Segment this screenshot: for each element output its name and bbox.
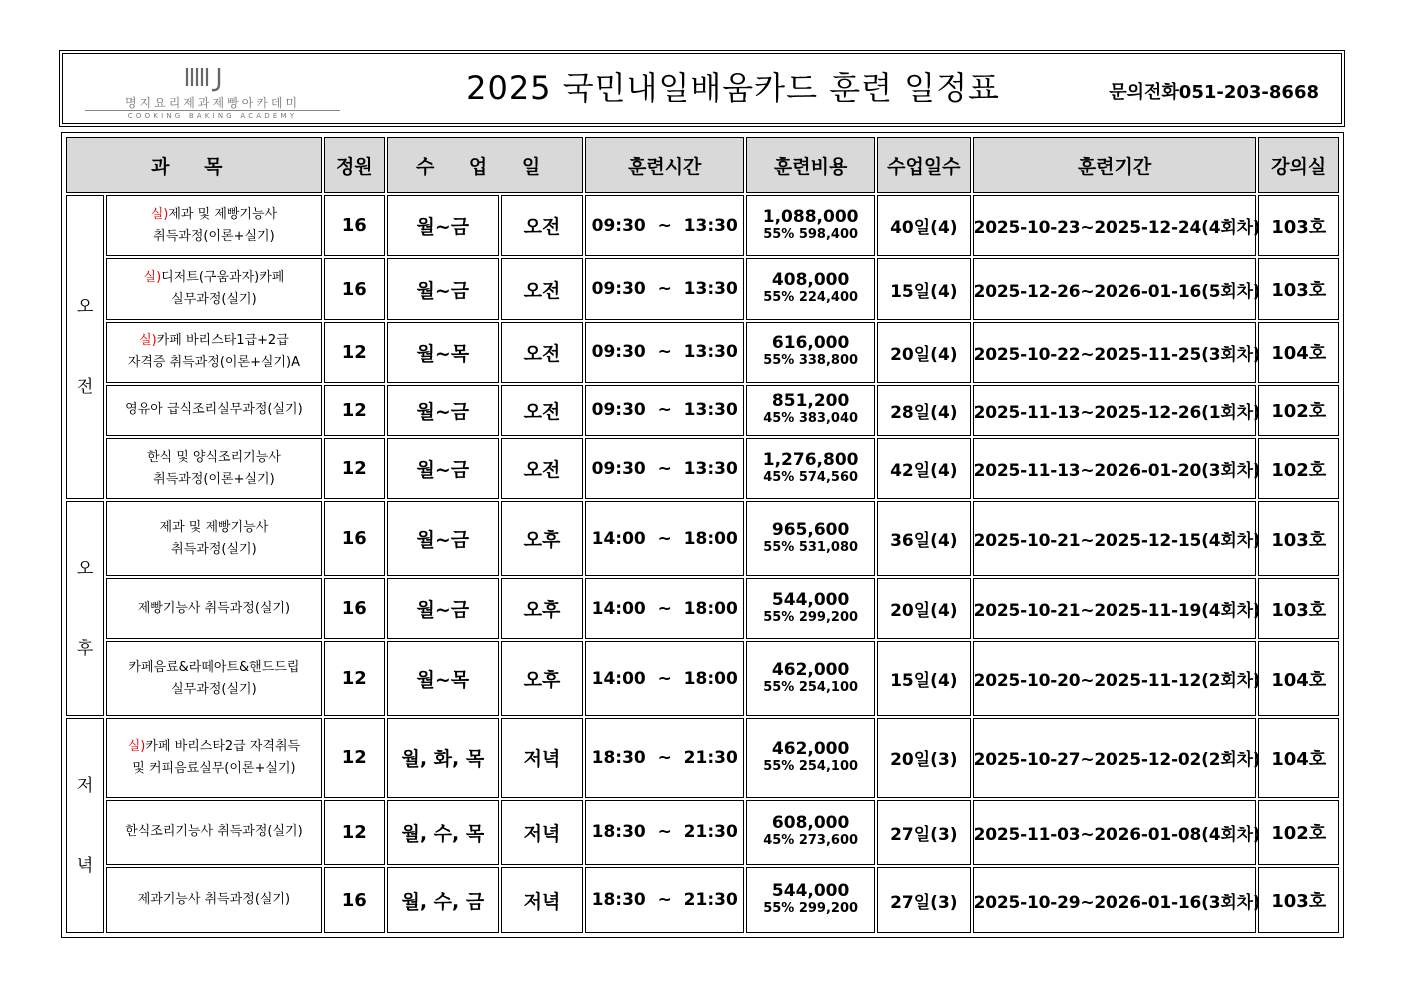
training-time-cell: 14:00 ~ 18:00 bbox=[585, 641, 744, 716]
header-inner-frame bbox=[62, 53, 1342, 124]
room-cell: 102호 bbox=[1258, 438, 1339, 499]
table-row bbox=[66, 258, 1339, 319]
cost-subsidy: 55% 254,100 bbox=[763, 758, 859, 774]
room-cell: 103호 bbox=[1258, 195, 1339, 256]
training-time-cell: 14:00 ~ 18:00 bbox=[585, 501, 744, 576]
class-days-cell: 월~금 bbox=[387, 501, 499, 576]
cost-full-price: 1,088,000 bbox=[762, 206, 859, 227]
training-time-cell: 18:30 ~ 21:30 bbox=[585, 800, 744, 866]
session-cell: 오전 bbox=[501, 438, 584, 499]
training-cost-cell bbox=[746, 641, 875, 716]
period-char: 오 bbox=[76, 297, 94, 318]
class-days-cell: 월~목 bbox=[387, 322, 499, 383]
num-days-cell: 28일(4) bbox=[877, 385, 971, 436]
cost-subsidy: 55% 598,400 bbox=[763, 226, 859, 242]
course-name-cell bbox=[106, 195, 321, 256]
cost-subsidy: 55% 224,400 bbox=[763, 290, 859, 306]
training-cost-cell bbox=[746, 195, 875, 256]
training-period-cell: 2025-10-29~2026-01-16(3회차) bbox=[973, 867, 1257, 933]
cost-full-price: 408,000 bbox=[771, 270, 850, 291]
cost-subsidy: 45% 574,560 bbox=[763, 469, 859, 485]
period-char: 오 bbox=[76, 558, 94, 579]
training-time-cell: 09:30 ~ 13:30 bbox=[585, 195, 744, 256]
room-cell: 104호 bbox=[1258, 322, 1339, 383]
training-time-cell: 09:30 ~ 13:30 bbox=[585, 258, 744, 319]
table-row bbox=[66, 438, 1339, 499]
class-days-cell: 월, 수, 목 bbox=[387, 800, 499, 866]
course-name-cell bbox=[106, 578, 321, 640]
room-cell: 103호 bbox=[1258, 867, 1339, 933]
logo-divider bbox=[85, 110, 340, 111]
room-cell: 103호 bbox=[1258, 501, 1339, 576]
capacity-cell: 16 bbox=[324, 578, 385, 640]
training-period-cell: 2025-11-13~2025-12-26(1회차) bbox=[973, 385, 1257, 436]
capacity-cell: 12 bbox=[324, 322, 385, 383]
schedule-header bbox=[59, 50, 1345, 127]
cost-full-price: 965,600 bbox=[771, 519, 850, 540]
training-time-cell: 09:30 ~ 13:30 bbox=[585, 322, 744, 383]
capacity-cell: 16 bbox=[324, 501, 385, 576]
training-period-cell: 2025-10-20~2025-11-12(2회차) bbox=[973, 641, 1257, 716]
cost-full-price: 616,000 bbox=[771, 333, 850, 354]
training-time-cell: 09:30 ~ 13:30 bbox=[585, 385, 744, 436]
cost-full-price: 851,200 bbox=[771, 391, 850, 412]
class-days-cell: 월, 화, 목 bbox=[387, 718, 499, 797]
cost-subsidy: 55% 299,200 bbox=[763, 609, 859, 625]
logo-english-text: COOKING BAKING ACADEMY bbox=[127, 112, 298, 120]
course-name-line1: 영유아 급식조리실무과정(실기) bbox=[125, 402, 303, 418]
course-name-line2: 실무과정(실기) bbox=[171, 292, 257, 308]
course-name-line1: 제과 및 제빵기능사 bbox=[159, 519, 269, 535]
num-days-cell: 27일(3) bbox=[877, 867, 971, 933]
course-name-line1: 카페 바리스타1급+2급 bbox=[156, 333, 289, 349]
table-row bbox=[66, 578, 1339, 640]
period-label-morning bbox=[66, 195, 104, 499]
training-cost-cell bbox=[746, 385, 875, 436]
capacity-cell: 12 bbox=[324, 800, 385, 866]
course-name-line1: 한식 및 양식조리기능사 bbox=[146, 449, 281, 465]
course-name-cell bbox=[106, 641, 321, 716]
cost-full-price: 544,000 bbox=[771, 589, 850, 610]
table-row bbox=[66, 195, 1339, 256]
session-cell: 오전 bbox=[501, 322, 584, 383]
training-period-cell: 2025-10-27~2025-12-02(2회차) bbox=[973, 718, 1257, 797]
training-time-cell: 18:30 ~ 21:30 bbox=[585, 867, 744, 933]
class-days-cell: 월~금 bbox=[387, 438, 499, 499]
session-cell: 오전 bbox=[501, 385, 584, 436]
period-char: 저 bbox=[76, 775, 94, 796]
col-header-room: 강의실 bbox=[1258, 137, 1339, 193]
class-days-cell: 월~목 bbox=[387, 641, 499, 716]
table-row bbox=[66, 800, 1339, 866]
session-cell: 오후 bbox=[501, 501, 584, 576]
cost-full-price: 608,000 bbox=[771, 813, 850, 834]
table-row bbox=[66, 641, 1339, 716]
course-name-cell bbox=[106, 322, 321, 383]
col-header-subject: 과 목 bbox=[66, 137, 322, 193]
training-cost-cell bbox=[746, 258, 875, 319]
training-cost-cell bbox=[746, 718, 875, 797]
training-cost-cell bbox=[746, 322, 875, 383]
training-cost-cell bbox=[746, 438, 875, 499]
training-period-cell: 2025-10-21~2025-12-15(4회차) bbox=[973, 501, 1257, 576]
period-char: 후 bbox=[76, 638, 94, 659]
class-days-cell: 월, 수, 금 bbox=[387, 867, 499, 933]
col-header-num-days: 수업일수 bbox=[877, 137, 971, 193]
session-cell: 오후 bbox=[501, 578, 584, 640]
course-name-cell bbox=[106, 501, 321, 576]
session-cell: 저녁 bbox=[501, 867, 584, 933]
capacity-cell: 12 bbox=[324, 385, 385, 436]
table-row bbox=[66, 322, 1339, 383]
training-cost-cell bbox=[746, 501, 875, 576]
training-period-cell: 2025-12-26~2026-01-16(5회차) bbox=[973, 258, 1257, 319]
col-header-class-days: 수 업 일 bbox=[387, 137, 583, 193]
num-days-cell: 27일(3) bbox=[877, 800, 971, 866]
cost-subsidy: 45% 273,600 bbox=[763, 833, 859, 849]
course-name-cell bbox=[106, 867, 321, 933]
course-name-line1: 제과 및 제빵기능사 bbox=[168, 206, 278, 222]
cost-full-price: 544,000 bbox=[771, 881, 850, 902]
table-row bbox=[66, 501, 1339, 576]
course-name-line2: 취득과정(실기) bbox=[171, 541, 257, 557]
table-row bbox=[66, 385, 1339, 436]
page-title: 2025 국민내일배움카드 훈련 일정표 bbox=[466, 69, 1000, 107]
session-cell: 저녁 bbox=[501, 718, 584, 797]
training-cost-cell bbox=[746, 578, 875, 640]
cost-full-price: 462,000 bbox=[771, 738, 850, 759]
course-name-cell bbox=[106, 385, 321, 436]
num-days-cell: 15일(4) bbox=[877, 641, 971, 716]
training-cost-cell bbox=[746, 800, 875, 866]
course-name-line2: 취득과정(이론+실기) bbox=[153, 228, 275, 244]
col-header-capacity: 정원 bbox=[324, 137, 385, 193]
room-cell: 102호 bbox=[1258, 800, 1339, 866]
course-name-cell bbox=[106, 718, 321, 797]
capacity-cell: 16 bbox=[324, 867, 385, 933]
period-char: 녁 bbox=[76, 855, 94, 876]
class-days-cell: 월~금 bbox=[387, 578, 499, 640]
course-prefix: 실) bbox=[143, 270, 162, 286]
capacity-cell: 16 bbox=[324, 258, 385, 319]
room-cell: 104호 bbox=[1258, 641, 1339, 716]
session-cell: 오전 bbox=[501, 258, 584, 319]
course-name-line1: 제과기능사 취득과정(실기) bbox=[137, 892, 291, 908]
num-days-cell: 15일(4) bbox=[877, 258, 971, 319]
cost-full-price: 1,276,800 bbox=[762, 449, 859, 470]
capacity-cell: 12 bbox=[324, 718, 385, 797]
training-period-cell: 2025-11-03~2026-01-08(4회차) bbox=[973, 800, 1257, 866]
course-prefix: 실) bbox=[139, 333, 157, 349]
period-label-evening bbox=[66, 718, 104, 933]
academy-logo bbox=[85, 64, 340, 120]
schedule-table bbox=[64, 135, 1341, 935]
schedule-table-frame bbox=[61, 132, 1344, 938]
col-header-training-time: 훈련시간 bbox=[585, 137, 744, 193]
cost-subsidy: 55% 299,200 bbox=[763, 901, 859, 917]
course-name-line2: 실무과정(실기) bbox=[171, 681, 257, 697]
course-name-line1: 한식조리기능사 취득과정(실기) bbox=[125, 824, 303, 840]
table-row bbox=[66, 718, 1339, 797]
course-name-line2: 자격증 취득과정(이론+실기)A bbox=[127, 355, 301, 371]
cost-full-price: 462,000 bbox=[771, 659, 850, 680]
col-header-training-cost: 훈련비용 bbox=[746, 137, 875, 193]
session-cell: 저녁 bbox=[501, 800, 584, 866]
col-header-training-period: 훈련기간 bbox=[973, 137, 1257, 193]
class-days-cell: 월~금 bbox=[387, 258, 499, 319]
training-period-cell: 2025-10-23~2025-12-24(4회차) bbox=[973, 195, 1257, 256]
cost-subsidy: 55% 338,800 bbox=[763, 353, 859, 369]
course-name-line1: 카페음료&라떼아트&핸드드립 bbox=[128, 659, 300, 675]
room-cell: 104호 bbox=[1258, 718, 1339, 797]
class-days-cell: 월~금 bbox=[387, 385, 499, 436]
num-days-cell: 36일(4) bbox=[877, 501, 971, 576]
room-cell: 103호 bbox=[1258, 258, 1339, 319]
schedule-body bbox=[66, 195, 1339, 933]
training-cost-cell bbox=[746, 867, 875, 933]
training-time-cell: 09:30 ~ 13:30 bbox=[585, 438, 744, 499]
training-time-cell: 14:00 ~ 18:00 bbox=[585, 578, 744, 640]
capacity-cell: 16 bbox=[324, 195, 385, 256]
cost-subsidy: 55% 254,100 bbox=[763, 679, 859, 695]
num-days-cell: 40일(4) bbox=[877, 195, 971, 256]
course-prefix: 실) bbox=[127, 738, 146, 754]
course-name-line1: 제빵기능사 취득과정(실기) bbox=[137, 600, 291, 616]
training-period-cell: 2025-10-22~2025-11-25(3회차) bbox=[973, 322, 1257, 383]
course-name-line2: 취득과정(이론+실기) bbox=[153, 471, 275, 487]
room-cell: 102호 bbox=[1258, 385, 1339, 436]
cost-subsidy: 55% 531,080 bbox=[763, 539, 859, 555]
academy-logo-mark-icon bbox=[181, 64, 241, 92]
contact-phone: 문의전화051-203-8668 bbox=[1109, 82, 1319, 103]
course-name-line1: 디저트(구움과자)카페 bbox=[161, 270, 285, 286]
course-name-cell bbox=[106, 258, 321, 319]
training-time-cell: 18:30 ~ 21:30 bbox=[585, 718, 744, 797]
course-prefix: 실) bbox=[150, 206, 169, 222]
num-days-cell: 20일(4) bbox=[877, 322, 971, 383]
course-name-line1: 카페 바리스타2급 자격취득 bbox=[145, 738, 301, 754]
capacity-cell: 12 bbox=[324, 438, 385, 499]
logo-korean-text: 명지요리제과제빵아카데미 bbox=[124, 96, 301, 110]
num-days-cell: 20일(4) bbox=[877, 578, 971, 640]
period-char: 전 bbox=[76, 377, 94, 398]
class-days-cell: 월~금 bbox=[387, 195, 499, 256]
session-cell: 오전 bbox=[501, 195, 584, 256]
training-period-cell: 2025-11-13~2026-01-20(3회차) bbox=[973, 438, 1257, 499]
period-label-afternoon bbox=[66, 501, 104, 716]
table-row bbox=[66, 867, 1339, 933]
course-name-line2: 및 커피음료실무(이론+실기) bbox=[132, 760, 296, 776]
capacity-cell: 12 bbox=[324, 641, 385, 716]
num-days-cell: 42일(4) bbox=[877, 438, 971, 499]
course-name-cell bbox=[106, 438, 321, 499]
training-period-cell: 2025-10-21~2025-11-19(4회차) bbox=[973, 578, 1257, 640]
session-cell: 오후 bbox=[501, 641, 584, 716]
room-cell: 103호 bbox=[1258, 578, 1339, 640]
header-row bbox=[66, 137, 1339, 193]
course-name-cell bbox=[106, 800, 321, 866]
cost-subsidy: 45% 383,040 bbox=[763, 411, 859, 427]
num-days-cell: 20일(3) bbox=[877, 718, 971, 797]
